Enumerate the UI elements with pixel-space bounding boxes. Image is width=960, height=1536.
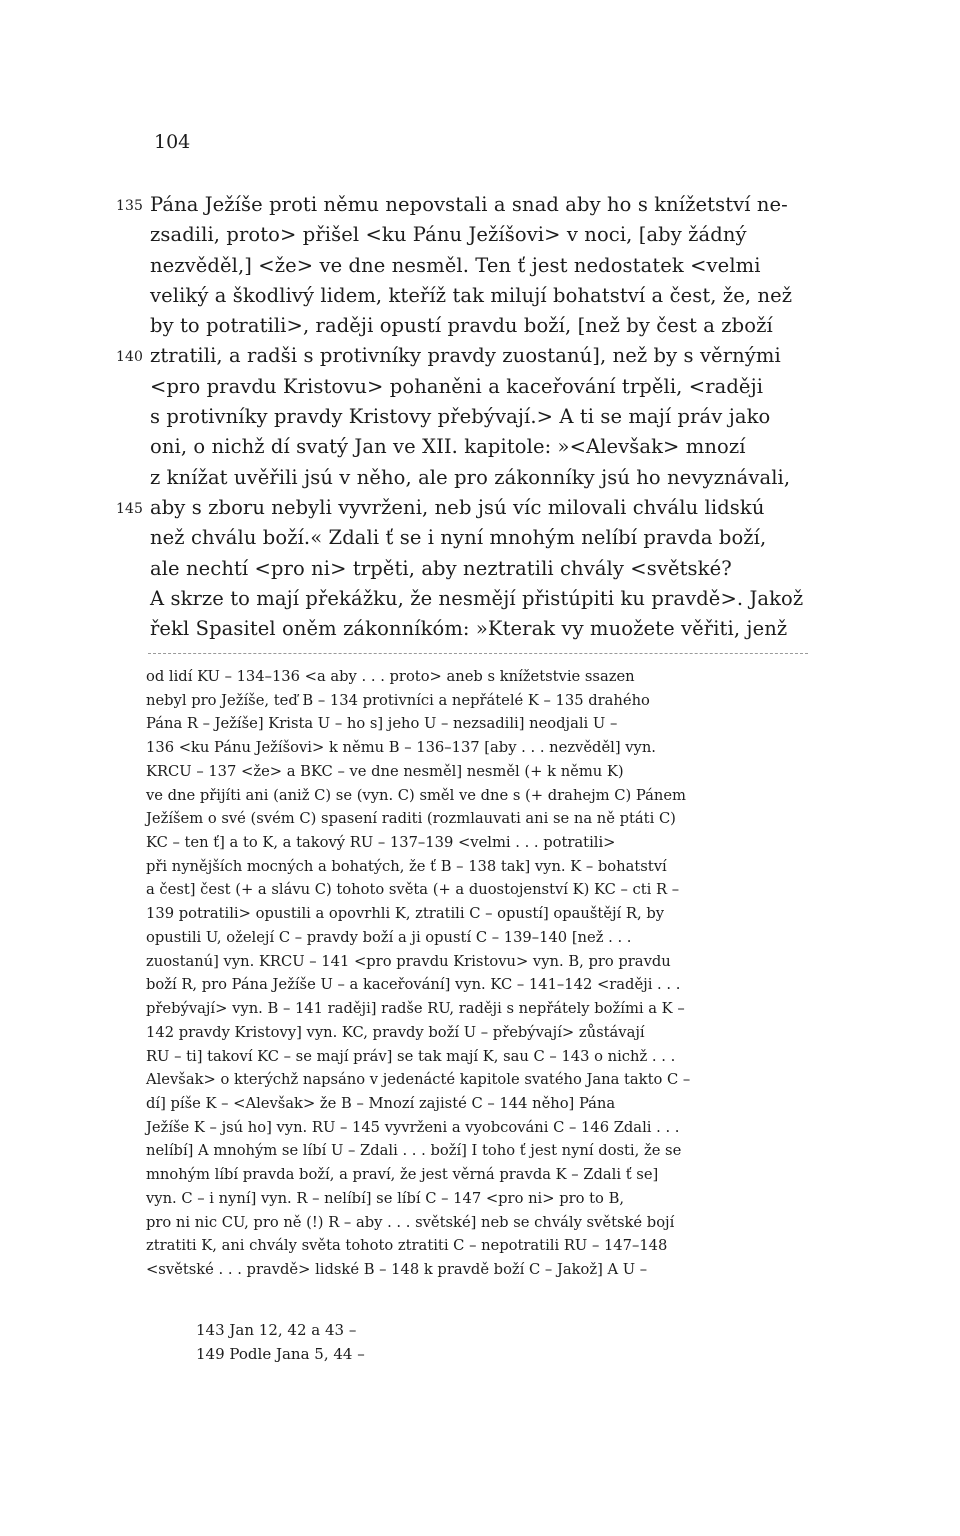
apparatus-line: ztratiti K, ani chvály světa tohoto ztratiti C – nepotratili RU – 147–148: [146, 1237, 668, 1255]
text-line: [116, 341, 816, 371]
apparatus-line: dí] píše K – <Alevšak> že B – Mnozí zajisté C – 144 něho] Pána: [146, 1094, 616, 1112]
line-text: aby s zboru nebyli vyvrženi, neb jsú víc milovali chválu lidskú: [150, 495, 765, 519]
apparatus-line: 142 pravdy Kristovy] vyn. KC, pravdy boží U – přebývají> zůstávají: [146, 1023, 645, 1041]
text-line: [116, 220, 816, 250]
separator-rule: [148, 653, 808, 654]
apparatus-line: Pána R – Ježíše] Krista U – ho s] jeho U – nezsadili] neodjali U –: [146, 715, 618, 733]
line-text: zsadili, proto> přišel <ku Pánu Ježíšovi> v noci, [aby žádný: [150, 223, 747, 247]
apparatus-line: boží R, pro Pána Ježíše U – a kaceřování] vyn. KC – 141–142 <raději . . .: [146, 976, 681, 994]
apparatus-line: vyn. C – i nyní] vyn. R – nelíbí] se líbí C – 147 <pro ni> pro to B,: [146, 1189, 625, 1207]
apparatus-line: Ježíše K – jsú ho] vyn. RU – 145 vyvrženi a vyobcováni C – 146 Zdali . . .: [146, 1118, 680, 1136]
apparatus-line: při nynějších mocných a bohatých, že ť B – 138 tak] vyn. K – bohatství: [146, 857, 667, 875]
text-line: [116, 463, 816, 493]
text-line: [116, 372, 816, 402]
apparatus-line: KRCU – 137 <že> a BKC – ve dne nesměl] nesměl (+ k němu K): [146, 762, 624, 780]
apparatus-line: RU – ti] takoví KC – se mají práv] se tak mají K, sau C – 143 o nichž . . .: [146, 1047, 676, 1065]
apparatus-line: nelíbí] A mnohým se líbí U – Zdali . . . boží] I toho ť jest nyní dosti, že se: [146, 1142, 682, 1160]
main-text: [116, 190, 816, 644]
text-line: [116, 190, 816, 220]
apparatus-line: přebývají> vyn. B – 141 raději] radše RU, raději s nepřátely božími a K –: [146, 1000, 685, 1018]
apparatus-line: 139 potratili> opustili a opovrhli K, ztratili C – opustí] opauštějí R, by: [146, 905, 665, 923]
text-line: [116, 432, 816, 462]
line-text: <pro pravdu Kristovu> pohaněni a kaceřování trpěli, <raději: [150, 374, 764, 398]
apparatus-line: Alevšak> o kterýchž napsáno v jedenácté kapitole svatého Jana takto C –: [146, 1071, 691, 1089]
line-text: s protivníky pravdy Kristovy přebývají.> A ti se mají práv jako: [150, 405, 771, 429]
text-line: [116, 311, 816, 341]
biblical-references: [196, 1318, 365, 1366]
apparatus-line: 136 <ku Pánu Ježíšovi> k němu B – 136–137 [aby . . . nezvěděl] vyn.: [146, 739, 656, 757]
apparatus-line: <světské . . . pravdě> lidské B – 148 k pravdě boží C – Jakož] A U –: [146, 1260, 648, 1278]
line-number: 135: [116, 198, 144, 214]
line-text: nezvěděl,] <že> ve dne nesměl. Ten ť jest nedostatek <velmi: [150, 253, 761, 277]
line-text: řekl Spasitel oněm zákonníkóm: »Kterak vy muožete věřiti, jenž: [150, 617, 788, 641]
apparatus-line: pro ni nic CU, pro ně (!) R – aby . . . světské] neb se chvály světské bojí: [146, 1213, 675, 1231]
text-line: [116, 614, 816, 644]
apparatus-line: Ježíšem o své (svém C) spasení raditi (rozmlauvati ani se na ně ptáti C): [146, 810, 676, 828]
line-text: veliký a škodlivý lidem, kteříž tak milují bohatství a čest, že, než: [150, 283, 793, 307]
page-number: 104: [154, 131, 191, 153]
reference-line: 149 Podle Jana 5, 44 –: [196, 1345, 365, 1363]
line-text: oni, o nichž dí svatý Jan ve XII. kapitole: »<Alevšak> mnozí: [150, 435, 746, 459]
apparatus-line: nebyl pro Ježíše, teď B – 134 protivníci a nepřátelé K – 135 drahého: [146, 691, 650, 709]
critical-apparatus: [146, 665, 812, 1282]
line-number: 140: [116, 349, 144, 366]
text-line: [116, 251, 816, 281]
text-line: [116, 493, 816, 523]
apparatus-line: zuostanú] vyn. KRCU – 141 <pro pravdu Kristovu> vyn. B, pro pravdu: [146, 952, 671, 970]
text-line: [116, 554, 816, 584]
text-line: [116, 584, 816, 614]
text-line: [116, 402, 816, 432]
line-text: Pána Ježíše proti němu nepovstali a snad aby ho s knížetství ne-: [150, 193, 788, 216]
line-text: ale nechtí <pro ni> trpěti, aby neztratili chvály <světské?: [150, 556, 732, 580]
apparatus-line: od lidí KU – 134–136 <a aby . . . proto> aneb s knížetstvie ssazen: [146, 668, 635, 685]
line-number: 145: [116, 500, 144, 517]
apparatus-line: KC – ten ť] a to K, a takový RU – 137–139 <velmi . . . potratili>: [146, 834, 616, 852]
text-line: [116, 281, 816, 311]
line-text: z knížat uvěřili jsú v něho, ale pro zákonníky jsú ho nevyznávali,: [150, 465, 791, 489]
line-text: než chválu boží.« Zdali ť se i nyní mnohým nelíbí pravda boží,: [150, 526, 767, 550]
apparatus-line: ve dne přijíti ani (aniž C) se (vyn. C) směl ve dne s (+ drahejm C) Pánem: [146, 786, 686, 804]
apparatus-line: opustili U, oželejí C – pravdy boží a ji opustí C – 139–140 [než . . .: [146, 928, 632, 946]
text-line: [116, 523, 816, 553]
line-text: by to potratili>, raději opustí pravdu boží, [než by čest a zboží: [150, 314, 773, 338]
reference-line: 143 Jan 12, 42 a 43 –: [196, 1321, 357, 1339]
apparatus-line: a čest] čest (+ a slávu C) tohoto světa (+ a duostojenství K) KC – cti R –: [146, 881, 680, 899]
apparatus-line: mnohým líbí pravda boží, a praví, že jest věrná pravda K – Zdali ť se]: [146, 1166, 659, 1184]
line-text: ztratili, a radši s protivníky pravdy zuostanú], než by s věrnými: [150, 344, 781, 368]
line-text: A skrze to mají překážku, že nesmějí přistúpiti ku pravdě>. Jakož: [150, 586, 804, 610]
